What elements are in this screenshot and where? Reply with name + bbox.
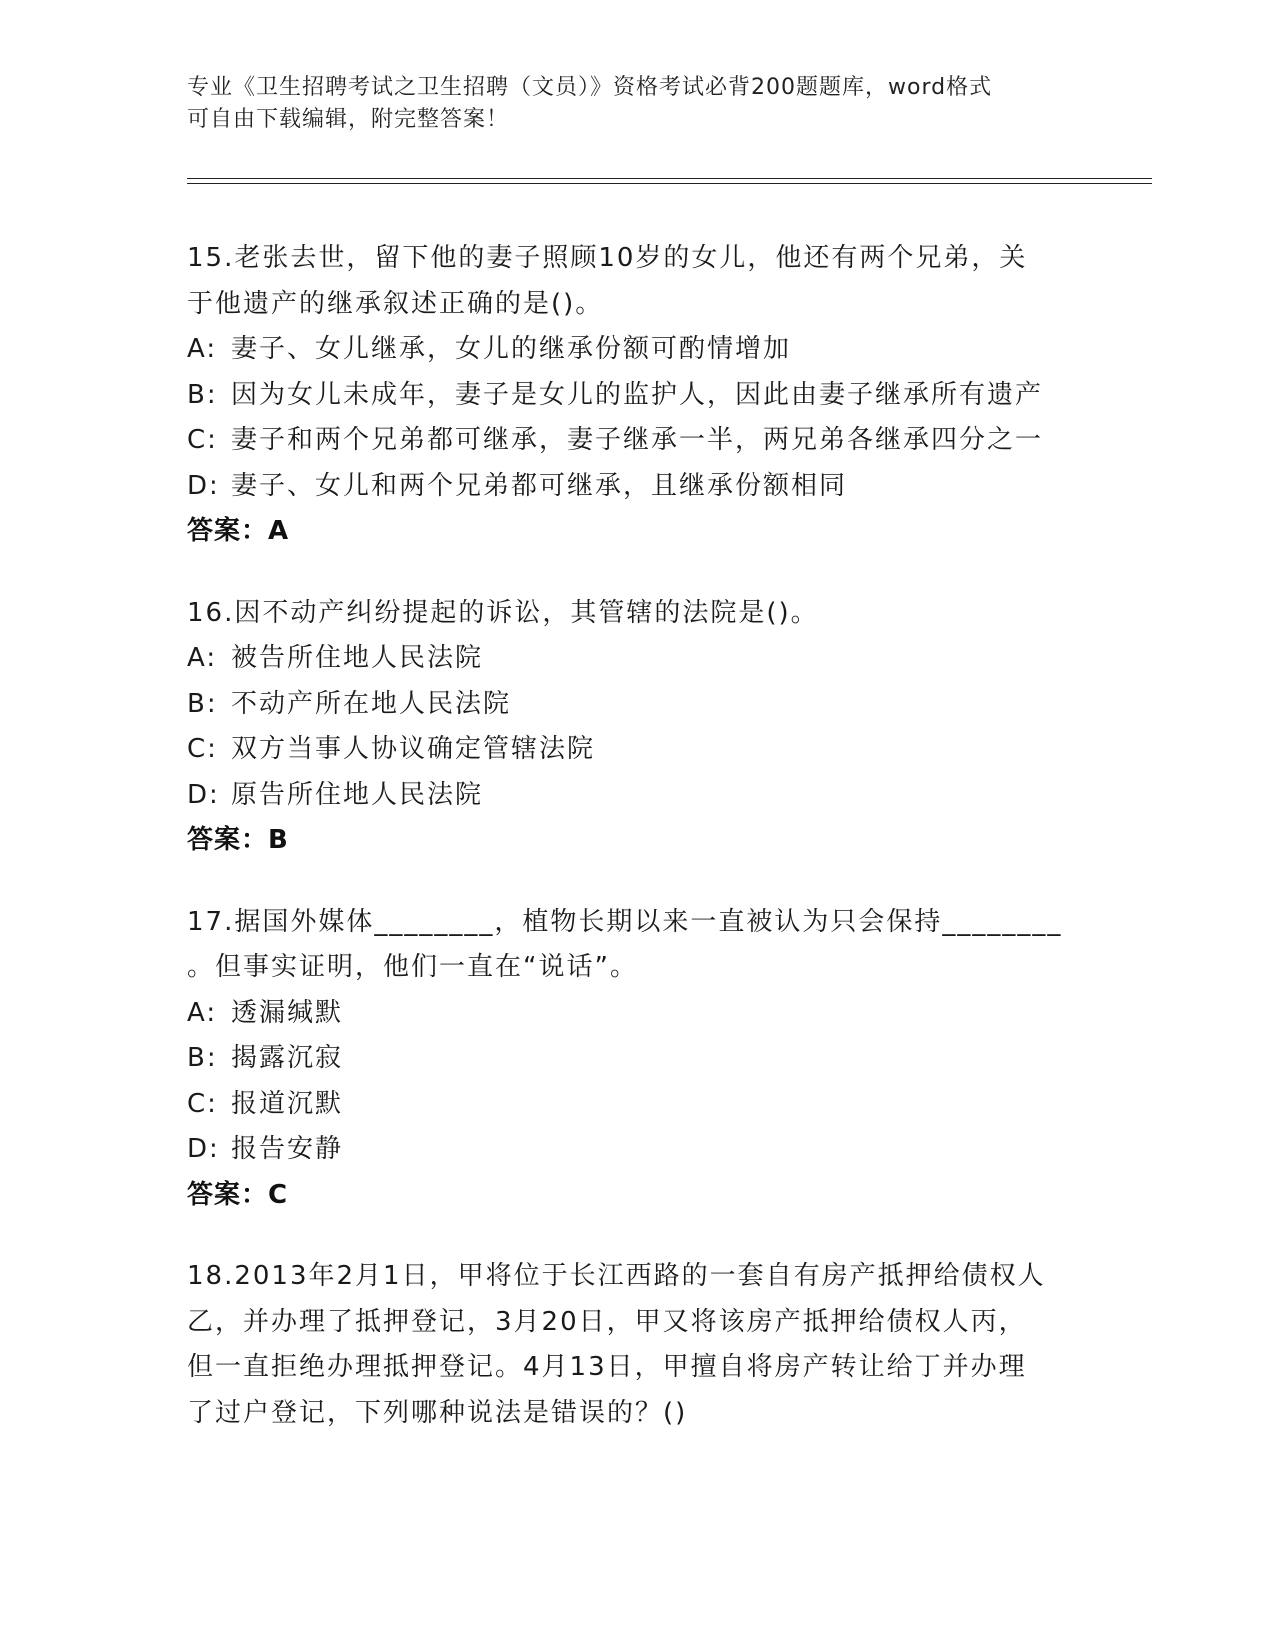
option-letter: C:	[187, 425, 218, 455]
option-d	[187, 773, 1107, 819]
option-c	[187, 418, 1107, 464]
option-text: 报告安静	[231, 1134, 344, 1164]
question-stem-line: 了过户登记，下列哪种说法是错误的？()	[187, 1397, 688, 1428]
option-b	[187, 373, 1107, 419]
option-text: 因为女儿未成年，妻子是女儿的监护人，因此由妻子继承所有遗产	[231, 379, 1044, 410]
option-letter: D:	[187, 779, 220, 810]
option-letter: A:	[187, 997, 218, 1028]
question-18	[187, 1254, 1107, 1436]
option-text: 透漏缄默	[231, 997, 344, 1028]
option-b	[187, 682, 1107, 728]
option-text: 妻子和两个兄弟都可继承，妻子继承一半，两兄弟各继承四分之一	[231, 425, 1044, 455]
option-text: 原告所住地人民法院	[231, 779, 484, 810]
header-divider-top	[187, 178, 1152, 179]
option-d	[187, 464, 1107, 510]
option-letter: A:	[187, 643, 218, 673]
option-text: 被告所住地人民法院	[231, 643, 484, 673]
option-letter: C:	[187, 1088, 218, 1119]
question-stem-line: 但一直拒绝办理抵押登记。4月13日，甲擅自将房产转让给丁并办理	[187, 1352, 1027, 1382]
answer-label: 答案：B	[187, 825, 289, 855]
option-b	[187, 1036, 1107, 1082]
question-16	[187, 591, 1107, 864]
question-stem-line: 17.据国外媒体________，植物长期以来一直被认为只会保持________	[187, 906, 1063, 937]
question-stem-line: 18.2013年2月1日，甲将位于长江西路的一套自有房产抵押给债权人	[187, 1261, 1046, 1291]
option-letter: C:	[187, 734, 218, 764]
option-letter: D:	[187, 470, 220, 501]
question-15	[187, 236, 1107, 555]
option-a	[187, 327, 1107, 373]
option-text: 妻子、女儿和两个兄弟都可继承，且继承份额相同	[231, 470, 848, 501]
question-stem-line: 16.因不动产纠纷提起的诉讼，其管辖的法院是()。	[187, 597, 819, 628]
option-c	[187, 1082, 1107, 1128]
option-letter: A:	[187, 334, 218, 364]
answer-label: 答案：A	[187, 516, 290, 546]
option-letter: B:	[187, 379, 218, 410]
option-letter: B:	[187, 1043, 218, 1073]
header-line-2: 可自由下载编辑，附完整答案！	[187, 107, 510, 132]
option-text: 双方当事人协议确定管辖法院	[231, 734, 596, 764]
question-17	[187, 900, 1107, 1219]
answer-label: 答案：C	[187, 1179, 289, 1210]
option-text: 揭露沉寂	[231, 1043, 344, 1073]
question-stem-line: 15.老张去世，留下他的妻子照顾10岁的女儿，他还有两个兄弟，关	[187, 243, 1028, 273]
question-stem-line: 。但事实证明，他们一直在“说话”。	[187, 952, 638, 982]
question-list	[187, 236, 1107, 1472]
question-stem-line: 乙，并办理了抵押登记，3月20日，甲又将该房产抵押给债权人丙，	[187, 1306, 1027, 1337]
option-d	[187, 1127, 1107, 1173]
option-a	[187, 991, 1107, 1037]
header-line-1: 专业《卫生招聘考试之卫生招聘（文员）》资格考试必背200题题库，word格式	[187, 75, 993, 100]
option-text: 不动产所在地人民法院	[231, 688, 512, 719]
document-header	[187, 72, 1087, 136]
option-text: 报道沉默	[231, 1088, 344, 1119]
option-c	[187, 727, 1107, 773]
option-letter: B:	[187, 688, 218, 719]
option-a	[187, 636, 1107, 682]
option-letter: D:	[187, 1134, 220, 1164]
header-divider-bottom	[187, 183, 1152, 184]
question-stem-line: 于他遗产的继承叙述正确的是()。	[187, 288, 604, 319]
option-text: 妻子、女儿继承，女儿的继承份额可酌情增加	[231, 334, 792, 364]
